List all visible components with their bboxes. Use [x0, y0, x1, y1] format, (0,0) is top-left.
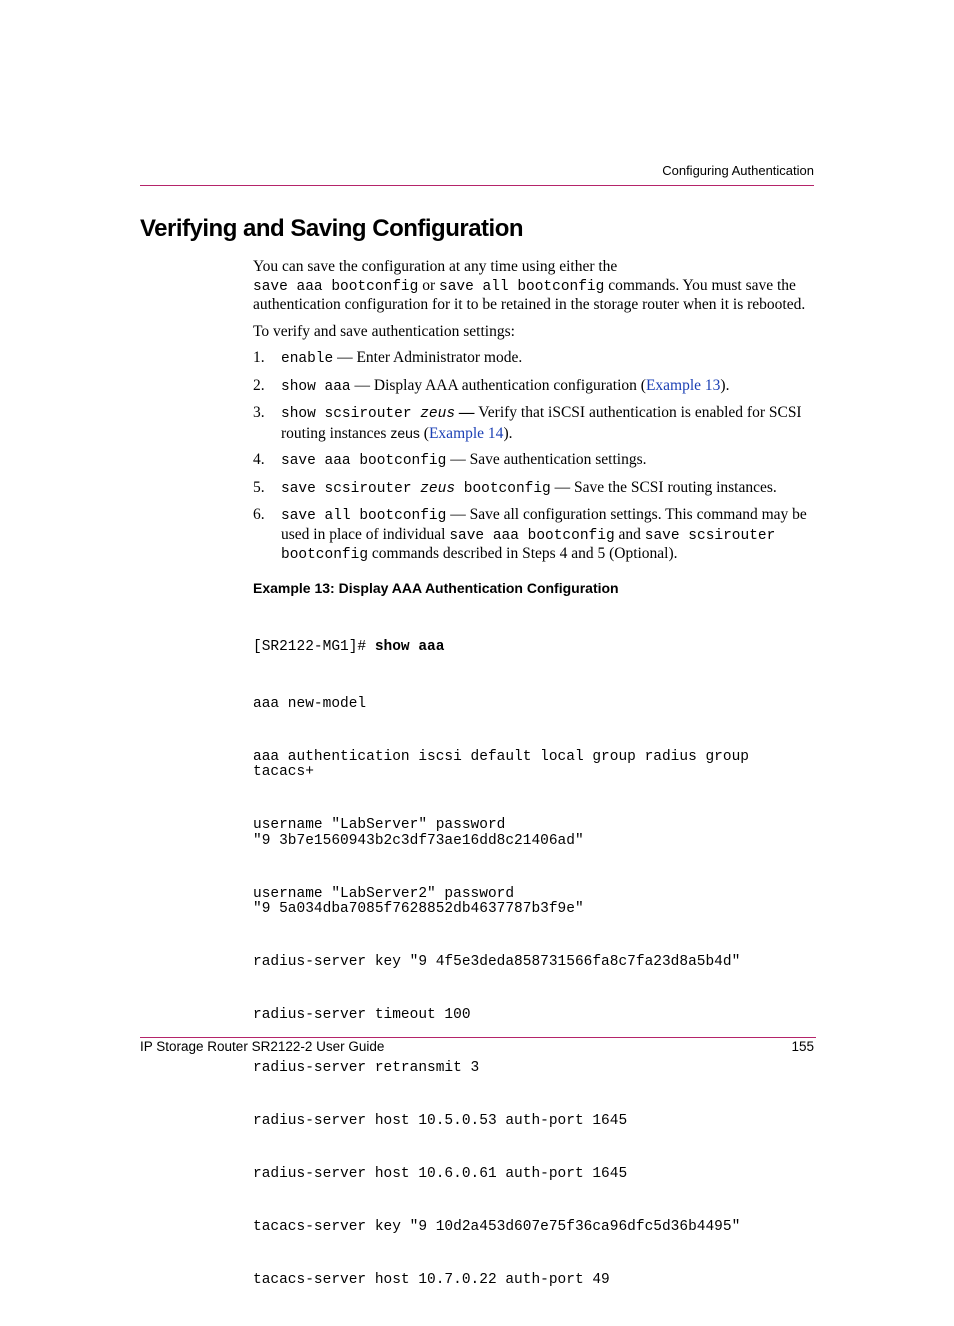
code-line: username "LabServer" password "9 3b7e1560943b2c3df73ae16dd8c21406ad": [253, 817, 584, 849]
step-instance-name: zeus: [390, 424, 420, 441]
steps-list: [253, 349, 815, 565]
footer-rule: [140, 1037, 816, 1038]
step-text: — Save authentication settings.: [446, 451, 647, 468]
example-13-link[interactable]: Example 13: [645, 376, 721, 394]
code-line: aaa authentication iscsi default local group radius group tacacs+: [253, 748, 749, 780]
step-text-pre-link: (: [419, 424, 429, 442]
code-line: tacacs-server key "9 10d2a453d607e75f36ca96dfc5d36b4495": [253, 1219, 741, 1235]
step-command: save all bootconfig: [281, 508, 447, 524]
step-text-after: ).: [720, 376, 730, 394]
step-6: [253, 506, 815, 565]
intro-text-1: You can save the configuration at any time using either the: [253, 258, 618, 275]
step-text: — Save all configuration settings. This command may be used in place of individual: [281, 506, 807, 543]
code-command: show aaa: [374, 639, 445, 655]
step-text: — Save the SCSI routing instances.: [550, 478, 777, 496]
code-line: radius-server host 10.5.0.53 auth-port 1645: [253, 1113, 628, 1129]
step-text: — Display AAA authentication configuration (: [350, 376, 646, 394]
content: [253, 258, 815, 1326]
step-command: show scsirouter: [281, 406, 421, 422]
step-number: 3.: [253, 404, 265, 421]
step-3: [253, 404, 815, 443]
step-inline-code: save scsirouter bootconfig: [281, 527, 776, 563]
step-command-arg: zeus: [420, 480, 456, 497]
step-command: save scsirouter: [281, 480, 421, 497]
intro-code-2: save all bootconfig: [439, 278, 605, 295]
step-number: 1.: [253, 349, 265, 366]
header-rule: [140, 185, 814, 186]
step-command: enable: [281, 351, 334, 367]
code-line: aaa new-model: [253, 695, 367, 712]
step-text-3: commands described in Steps 4 and 5 (Optional).: [368, 545, 678, 562]
example-14-link[interactable]: Example 14: [428, 424, 504, 442]
running-header: Configuring Authentication: [662, 163, 814, 178]
step-text: — Enter Administrator mode.: [333, 349, 523, 366]
intro-code-1: save aaa bootconfig: [253, 278, 419, 295]
code-prompt-line: [253, 640, 815, 656]
steps-lead: To verify and save authentication settings:: [253, 322, 515, 340]
step-5: [253, 479, 815, 499]
step-dash: —: [455, 404, 479, 421]
intro-text-3: commands. You must save the authentication configuration for it to be retained in the storage router when it is rebooted.: [253, 276, 806, 313]
code-line: radius-server retransmit 3: [253, 1060, 480, 1076]
code-prompt: [SR2122-MG1]#: [253, 639, 375, 655]
code-line: radius-server timeout 100: [253, 1007, 471, 1023]
code-line: username "LabServer2" password "9 5a034dba7085f7628852db4637787b3f9e": [253, 885, 584, 917]
step-number: 6.: [253, 506, 265, 523]
code-line: radius-server key "9 4f5e3deda858731566fa8c7fa23d8a5b4d": [253, 954, 741, 970]
code-block: [253, 609, 815, 1326]
step-1: [253, 349, 815, 369]
step-command-arg: zeus: [420, 406, 456, 422]
step-text: Verify that iSCSI authentication is enabled for SCSI routing instances: [281, 404, 802, 442]
step-command-tail: bootconfig: [455, 480, 551, 497]
code-line: tacacs-server host 10.7.0.22 auth-port 49: [253, 1272, 610, 1288]
step-4: [253, 451, 815, 471]
page-number: 155: [791, 1039, 814, 1054]
step-number: 4.: [253, 451, 265, 468]
step-text-2: and: [614, 525, 645, 543]
step-text-after: ).: [503, 424, 513, 442]
footer-guide-title: IP Storage Router SR2122-2 User Guide: [140, 1039, 385, 1054]
example-caption: Example 13: Display AAA Authentication Configuration: [253, 579, 619, 596]
intro-paragraph: [253, 258, 815, 315]
step-number: 2.: [253, 376, 265, 394]
step-inline-code: save aaa bootconfig: [449, 527, 615, 544]
step-command: show aaa: [281, 378, 351, 395]
code-line: radius-server host 10.6.0.61 auth-port 1645: [253, 1166, 628, 1182]
step-number: 5.: [253, 478, 265, 496]
step-command: save aaa bootconfig: [281, 453, 447, 469]
intro-text-2: or: [418, 276, 439, 294]
section-title: Verifying and Saving Configuration: [140, 215, 524, 242]
step-2: [253, 377, 815, 397]
